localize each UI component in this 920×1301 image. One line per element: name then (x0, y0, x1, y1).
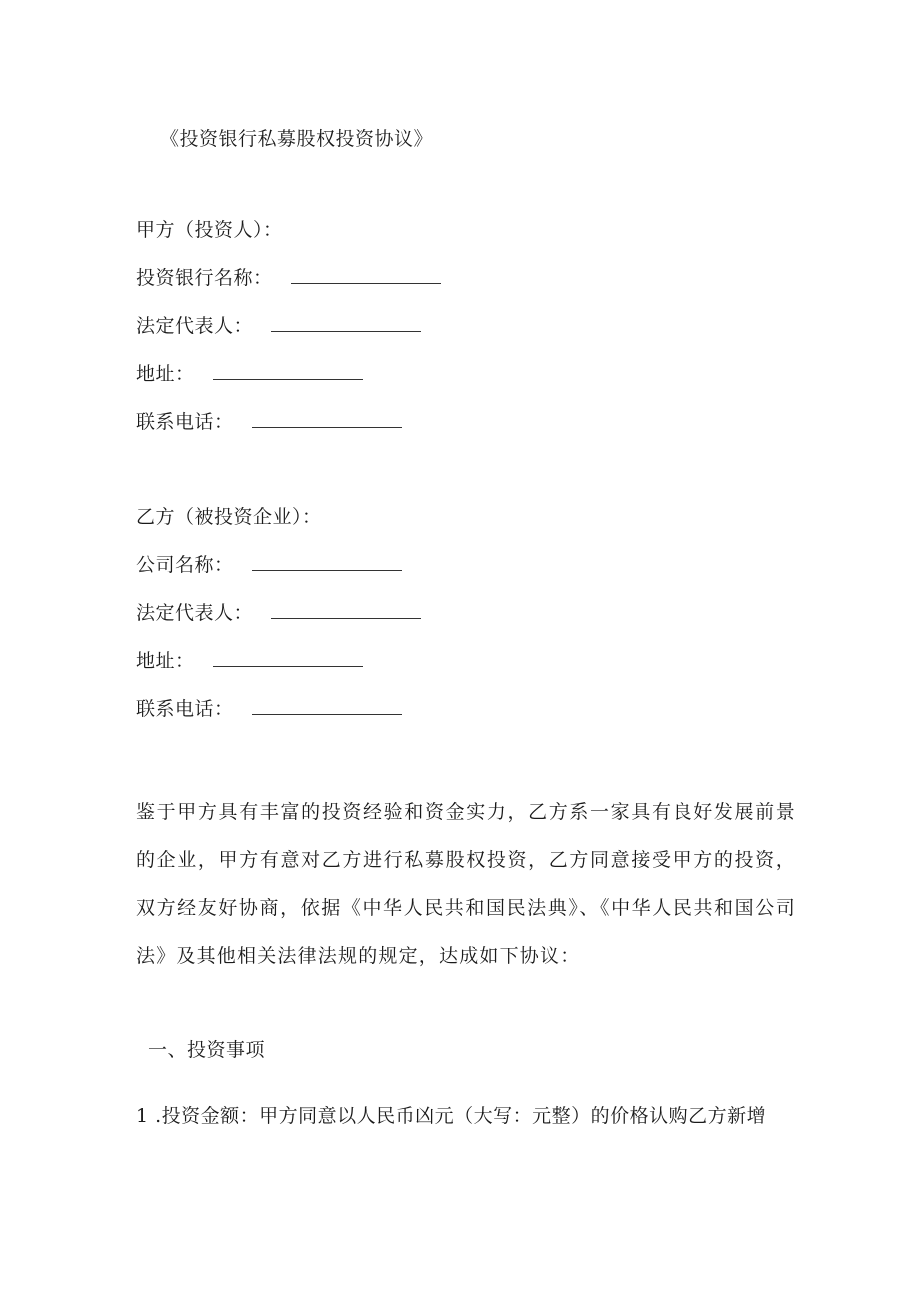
clause-item: 1 .投资金额：甲方同意以人民币凶元（大写：元整）的价格认购乙方新增 (136, 1105, 767, 1127)
party-b-heading: 乙方（被投资企业）： (136, 506, 322, 528)
field-label: 法定代表人： (136, 315, 254, 337)
party-a-field-bank-name (136, 266, 441, 290)
field-label: 联系电话： (136, 698, 234, 720)
fill-in-blank (291, 267, 441, 284)
party-b-field-company-name (136, 553, 402, 577)
preamble-paragraph: 鉴于甲方具有丰富的投资经验和资金实力，乙方系一家具有良好发展前景的企业，甲方有意对乙方进行私募股权投资，乙方同意接受甲方的投资，双方经友好协商，依据《中华人民共和国民法典》、《中华人民共和国公司法》及其他相关法律法规的规定，达成如下协议： (136, 801, 796, 967)
field-label: 投资银行名称： (136, 267, 273, 289)
field-label: 地址： (136, 650, 195, 672)
fill-in-blank (213, 363, 363, 380)
party-b-field-address (136, 649, 363, 673)
field-label: 地址： (136, 363, 195, 385)
field-label: 法定代表人： (136, 602, 254, 624)
document-title: 《投资银行私募股权投资协议》 (160, 128, 434, 150)
fill-in-blank (252, 411, 402, 428)
fill-in-blank (252, 698, 402, 715)
party-b-field-legal-rep (136, 601, 421, 625)
section-heading: 一、投资事项 (148, 1039, 266, 1061)
fill-in-blank (271, 602, 421, 619)
party-a-field-phone (136, 410, 402, 434)
field-label: 联系电话： (136, 411, 234, 433)
fill-in-blank (252, 554, 402, 571)
party-a-field-legal-rep (136, 314, 421, 338)
field-label: 公司名称： (136, 554, 234, 576)
party-a-field-address (136, 362, 363, 386)
fill-in-blank (213, 650, 363, 667)
fill-in-blank (271, 315, 421, 332)
party-b-field-phone (136, 697, 402, 721)
party-a-heading: 甲方（投资人）： (136, 219, 283, 241)
